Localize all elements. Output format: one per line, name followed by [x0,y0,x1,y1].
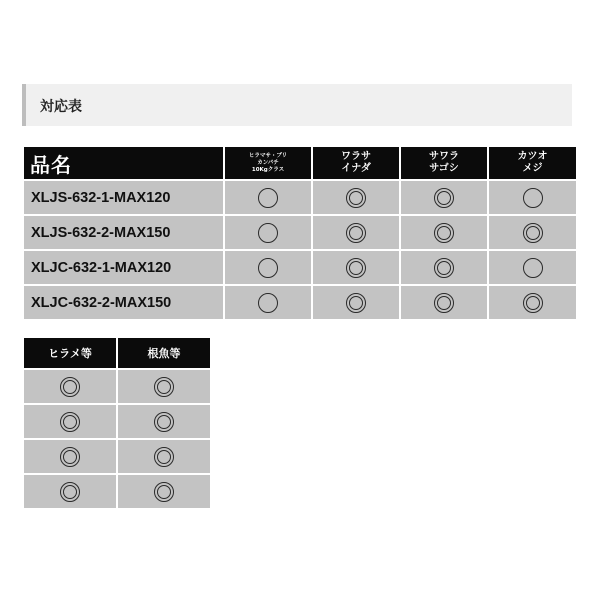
table-row [24,369,211,404]
mark-cell [24,474,117,509]
section-header [22,84,572,126]
mark-cell [488,250,577,285]
double-circle-icon [60,412,80,432]
header-sawara-sagoshi [400,147,488,180]
circle-icon [258,258,278,278]
table-row [24,215,577,250]
table-row [24,285,577,320]
mark-cell [488,215,577,250]
double-circle-icon [523,293,543,313]
mark-cell [224,215,312,250]
mark-cell [488,180,577,215]
header-product-name [24,147,224,180]
circle-icon [523,188,543,208]
double-circle-icon [154,412,174,432]
header-hiramasa-buri [224,147,312,180]
mark-cell [312,285,400,320]
header-line: 品名 [30,152,72,177]
header-line: ワラサ [341,151,371,162]
header-hirame: ヒラメ等 [24,338,117,369]
double-circle-icon [154,377,174,397]
section-title: 対応表 [40,99,82,115]
double-circle-icon [60,447,80,467]
double-circle-icon [346,258,366,278]
header-warasa-inada [312,147,400,180]
header-line: サゴシ [429,163,459,174]
double-circle-icon [434,223,454,243]
circle-icon [523,258,543,278]
double-circle-icon [60,482,80,502]
double-circle-icon [346,223,366,243]
product-model: XLJS-632-1-MAX120 [24,180,224,215]
mark-cell [24,404,117,439]
circle-icon [258,293,278,313]
product-model: XLJS-632-2-MAX150 [24,215,224,250]
bottom-fish-table [24,338,212,510]
double-circle-icon [346,293,366,313]
double-circle-icon [434,258,454,278]
mark-cell [117,474,211,509]
header-line: カンパチ [257,159,279,166]
header-line: サワラ [429,151,459,162]
header-line: カツオ [517,151,548,162]
header-line: ヒラマサ・ブリ [248,152,288,159]
mark-cell [224,250,312,285]
double-circle-icon [523,223,543,243]
double-circle-icon [346,188,366,208]
double-circle-icon [434,293,454,313]
header-line: メジ [522,163,543,174]
mark-cell [24,439,117,474]
header-negyo: 根魚等 [117,338,211,369]
table-row [24,404,211,439]
mark-cell [312,250,400,285]
mark-cell [312,215,400,250]
double-circle-icon [154,447,174,467]
mark-cell [224,180,312,215]
mark-cell [117,439,211,474]
table-header-row [24,338,211,369]
mark-cell [400,285,488,320]
mark-cell [117,404,211,439]
table-row [24,439,211,474]
mark-cell [224,285,312,320]
mark-cell [488,285,577,320]
circle-icon [258,188,278,208]
double-circle-icon [434,188,454,208]
mark-cell [312,180,400,215]
header-katsuo-meji [488,147,577,180]
mark-cell [117,369,211,404]
table-header-row [24,147,577,180]
header-line: イナダ [341,163,371,174]
circle-icon [258,223,278,243]
mark-cell [400,250,488,285]
mark-cell [400,215,488,250]
product-model: XLJC-632-1-MAX120 [24,250,224,285]
header-line: 10Kgクラス [251,166,285,173]
double-circle-icon [60,377,80,397]
compatibility-table [24,147,578,321]
table-row [24,250,577,285]
table-row [24,180,577,215]
product-model: XLJC-632-2-MAX150 [24,285,224,320]
table-row [24,474,211,509]
double-circle-icon [154,482,174,502]
mark-cell [400,180,488,215]
mark-cell [24,369,117,404]
